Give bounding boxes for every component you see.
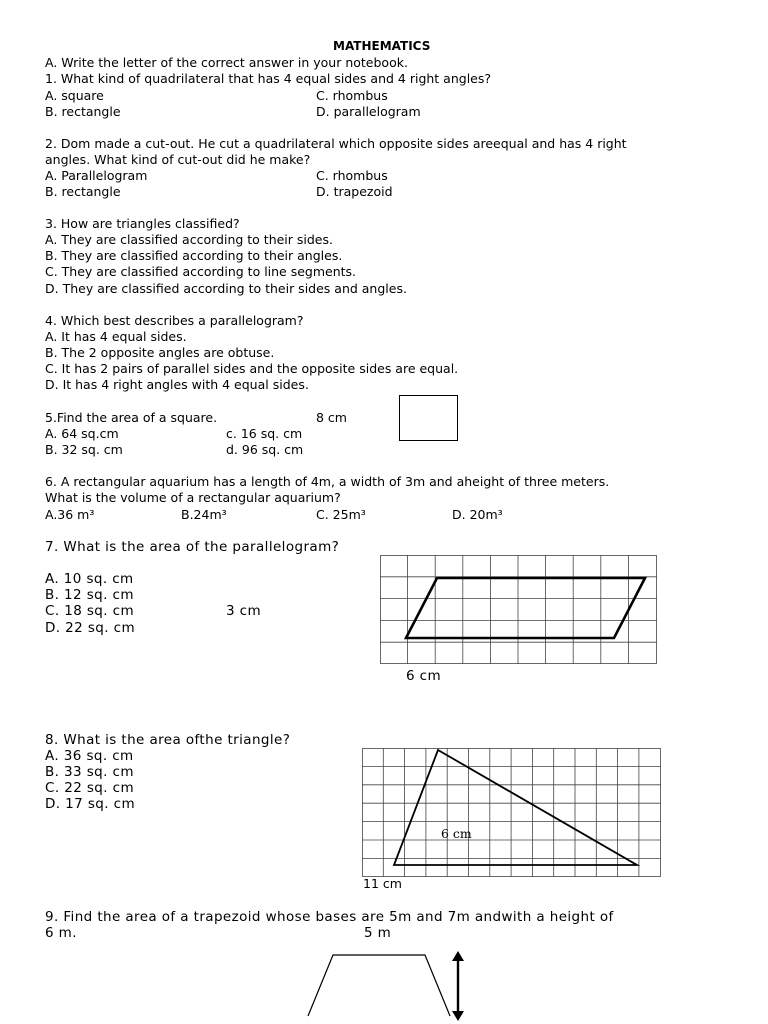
q8-option-c: C. 22 sq. cm xyxy=(45,780,135,796)
q5-option-d: d. 96 sq. cm xyxy=(226,442,304,457)
triangle-grid-figure xyxy=(362,748,662,878)
q3-option-d: D. They are classified according to their sides and angles. xyxy=(45,281,407,296)
q6-option-d: D. 20m³ xyxy=(452,507,503,522)
question-7: 7. What is the area of the parallelogram? xyxy=(45,539,340,555)
question-1: 1. What kind of quadrilateral that has 4 equal sides and 4 right angles? xyxy=(45,71,492,86)
parallelogram-grid-figure xyxy=(380,555,658,665)
q1-option-b: B. rectangle xyxy=(45,104,121,119)
page-title: MATHEMATICS xyxy=(333,39,431,53)
question-9: 9. Find the area of a trapezoid whose bases are 5m and 7m andwith a height of xyxy=(45,909,614,925)
square-figure xyxy=(399,395,459,441)
q3-option-b: B. They are classified according to their angles. xyxy=(45,248,343,263)
question-2-continued: angles. What kind of cut-out did he make? xyxy=(45,152,311,167)
question-3: 3. How are triangles classified? xyxy=(45,216,240,231)
q8-option-d: D. 17 sq. cm xyxy=(45,796,136,812)
q2-option-d: D. trapezoid xyxy=(316,184,393,199)
question-6: 6. A rectangular aquarium has a length of 4m, a width of 3m and aheight of three meters. xyxy=(45,474,610,489)
q5-option-b: B. 32 sq. cm xyxy=(45,442,123,457)
question-2: 2. Dom made a cut-out. He cut a quadrilateral which opposite sides areequal and has 4 right xyxy=(45,136,627,151)
q4-option-c: C. It has 2 pairs of parallel sides and the opposite sides are equal. xyxy=(45,361,459,376)
q6-option-c: C. 25m³ xyxy=(316,507,366,522)
q3-option-c: C. They are classified according to line segments. xyxy=(45,264,357,279)
q7-option-d: D. 22 sq. cm xyxy=(45,620,136,636)
parallelogram-base-label: 6 cm xyxy=(406,668,442,684)
parallelogram-shape xyxy=(406,578,645,638)
triangle-height-label: 6 cm xyxy=(441,826,472,841)
q1-option-d: D. parallelogram xyxy=(316,104,421,119)
q5-option-c: c. 16 sq. cm xyxy=(226,426,303,441)
q7-option-a: A. 10 sq. cm xyxy=(45,571,134,587)
triangle-shape xyxy=(394,750,637,865)
q2-option-a: A. Parallelogram xyxy=(45,168,148,183)
q4-option-a: A. It has 4 equal sides. xyxy=(45,329,187,344)
question-5: 5.Find the area of a square. xyxy=(45,410,218,425)
parallelogram-height-label: 3 cm xyxy=(226,603,262,619)
q8-option-a: A. 36 sq. cm xyxy=(45,748,134,764)
square-side-label: 8 cm xyxy=(316,410,347,425)
q1-option-c: C. rhombus xyxy=(316,88,388,103)
question-6-continued: What is the volume of a rectangular aquarium? xyxy=(45,490,341,505)
q2-option-c: C. rhombus xyxy=(316,168,388,183)
trapezoid-top-label: 5 m xyxy=(364,925,392,941)
question-4: 4. Which best describes a parallelogram? xyxy=(45,313,304,328)
triangle-base-label: 11 cm xyxy=(363,876,402,891)
trapezoid-figure xyxy=(300,948,475,1024)
trapezoid-shape xyxy=(308,955,450,1016)
arrow-down-icon xyxy=(452,1011,464,1021)
q7-option-c: C. 18 sq. cm xyxy=(45,603,135,619)
arrow-up-icon xyxy=(452,951,464,961)
q2-option-b: B. rectangle xyxy=(45,184,121,199)
question-9-continued: 6 m. xyxy=(45,925,77,941)
q4-option-b: B. The 2 opposite angles are obtuse. xyxy=(45,345,275,360)
question-8: 8. What is the area ofthe triangle? xyxy=(45,732,291,748)
q6-option-b: B.24m³ xyxy=(181,507,227,522)
q6-option-a: A.36 m³ xyxy=(45,507,95,522)
q8-option-b: B. 33 sq. cm xyxy=(45,764,134,780)
q3-option-a: A. They are classified according to their sides. xyxy=(45,232,333,247)
q1-option-a: A. square xyxy=(45,88,104,103)
q7-option-b: B. 12 sq. cm xyxy=(45,587,134,603)
q4-option-d: D. It has 4 right angles with 4 equal sides. xyxy=(45,377,309,392)
instruction: A. Write the letter of the correct answer in your notebook. xyxy=(45,55,408,70)
q5-option-a: A. 64 sq.cm xyxy=(45,426,119,441)
